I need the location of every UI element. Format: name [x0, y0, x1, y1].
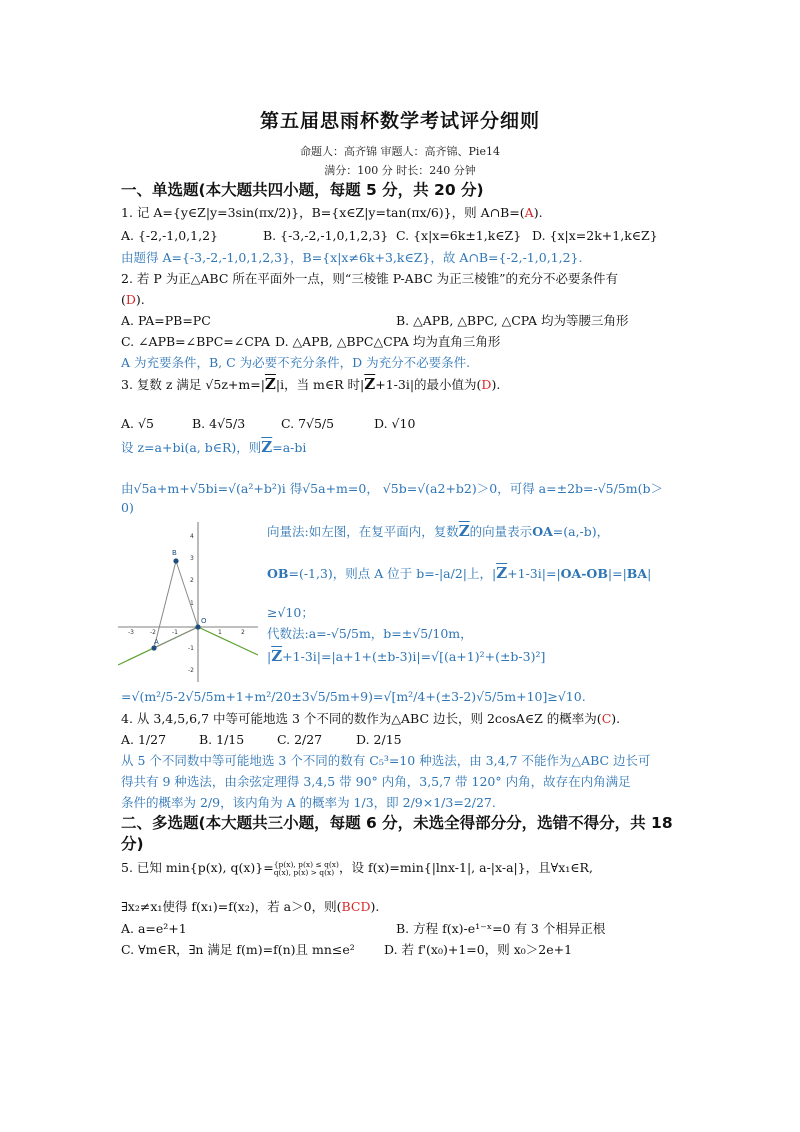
q3-vec-2e: |=|	[607, 566, 627, 581]
q3-vec-1b: 的向量表示	[469, 524, 533, 539]
q2-solution: A 为充要条件，B, C 为必要不充分条件，D 为充分不必要条件.	[121, 355, 471, 370]
vector-oa: OA	[532, 524, 553, 539]
q2-option-d: D. △APB, △BPC△CPA 均为直角三角形	[275, 334, 501, 349]
piecewise-case-1: {p(x), p(x) ≤ q(x)	[273, 859, 339, 869]
q3-alg-2a: |	[267, 649, 272, 664]
q3-sol-1a: 设 z=a+bi(a, b∈R)，则	[121, 440, 262, 455]
score-line: 满分：100 分 时长：240 分钟	[324, 164, 476, 177]
q3-option-b: B. 4√5/3	[192, 416, 246, 431]
q3-solution-line-1	[121, 439, 306, 456]
q5-answer: BCD	[341, 899, 371, 914]
page-title: 第五届思雨杯数学考试评分细则	[259, 110, 540, 132]
q4-option-c: C. 2/27	[277, 732, 323, 747]
q4-stem	[121, 711, 620, 727]
x-tick-label: 1	[218, 629, 222, 636]
y-tick-labels	[188, 533, 194, 674]
line-b-eq-neg-half-a-right	[198, 627, 258, 655]
q3-vec-2c: +1-3i|=|	[507, 566, 561, 581]
z-conjugate: $\overline{Z}$	[261, 438, 273, 456]
x-tick-label: -3	[128, 629, 134, 636]
vector-ba: BA	[626, 566, 648, 581]
q3-option-c: C. 7√5/5	[281, 416, 335, 431]
x-tick-label: -2	[150, 629, 156, 636]
q3-stem-end: ).	[491, 377, 501, 392]
segment-ob	[176, 561, 198, 627]
q3-algebra-line-2	[267, 648, 545, 665]
y-tick-label: 1	[190, 600, 194, 607]
q3-vector-line-3: ≥√10；	[267, 605, 314, 620]
vector-ob: OB	[267, 566, 289, 581]
q3-stem-part-3: +1-3i|的最小值为(	[375, 377, 482, 392]
section-2-heading-line-2: 分)	[121, 835, 144, 853]
q5-stem-1b: ，设 f(x)=min{|lnx-1|, a-|x-a|}，且∀x₁∈R,	[338, 860, 593, 875]
q3-stem-part-2: |i，当 m∈R 时|	[275, 377, 365, 392]
q2-answer: D	[125, 292, 136, 307]
piecewise-case-2: q(x), p(x) > q(x)	[273, 867, 335, 877]
q5-option-d: D. 若 f'(x₀)+1=0，则 x₀＞2e+1	[384, 942, 573, 957]
q5-option-c: C. ∀m∈R，∃n 满足 f(m)=f(n)且 mn≤e²	[121, 942, 355, 957]
q5-option-a: A. a=e²+1	[121, 921, 187, 936]
q1-option-d: D. {x|x=2k+1,k∈Z}	[532, 228, 658, 243]
q5-stem-line-1	[121, 860, 593, 877]
y-tick-label: -2	[188, 667, 194, 674]
point-b-label: B	[172, 549, 177, 557]
q5-stem-2b: ).	[370, 899, 380, 914]
q3-solution-line-2: 由√5a+m+√5bi=√(a²+b²)i 得√5a+m=0， √5b=√(a2+b2)＞0，可得 a=±2b=-√5/5m(b＞	[121, 481, 664, 496]
point-o	[195, 624, 200, 629]
q1-solution: 由题得 A={-3,-2,-1,0,1,2,3}，B={x|x≠6k+3,k∈Z}，故 A∩B={-2,-1,0,1,2}.	[121, 250, 583, 265]
z-conjugate: $\overline{Z}$	[364, 375, 376, 393]
q3-option-d: D. √10	[374, 416, 416, 431]
q5-stem-2a: ∃x₂≠x₁使得 f(x₁)=f(x₂)，若 a＞0，则(	[121, 899, 342, 914]
q3-stem-part-1: 3. 复数 z 满足 √5z+m=|	[121, 377, 265, 392]
q1-option-c: C. {x|x=6k±1,k∈Z}	[396, 228, 522, 243]
q1-stem	[121, 205, 543, 221]
q3-solution-line-3: 0)	[121, 500, 134, 515]
q1-stem-end: ).	[533, 205, 543, 220]
q3-vec-2g: |	[647, 566, 652, 581]
q1-stem-text: 1. 记 A={y∈Z|y=3sin(πx/2)}，B={x∈Z|y=tan(πx/6)}，则 A∩B=(	[121, 205, 525, 220]
q4-solution-line-1: 从 5 个不同数中等可能地选 3 个不同的数有 C₅³=10 种选法，由 3,4,7 不能作为△ABC 边长可	[121, 753, 651, 768]
section-1-heading: 一、单选题(本大题共四小题，每题 5 分，共 20 分)	[121, 181, 484, 199]
q1-option-a: A. {-2,-1,0,1,2}	[121, 228, 218, 243]
q2-option-a: A. PA=PB=PC	[121, 313, 211, 328]
q4-stem-end: ).	[611, 711, 621, 726]
q2-answer-close: ).	[135, 292, 145, 307]
y-tick-label: 4	[190, 533, 194, 540]
q2-stem: 2. 若 P 为正△ABC 所在平面外一点，则“三棱锥 P-ABC 为正三棱锥”的充分不必要条件有	[121, 271, 619, 286]
y-tick-label: -1	[188, 645, 194, 652]
q3-algebra-line-1: 代数法:a=-√5/5m，b=±√5/10m，	[267, 626, 473, 641]
q4-stem-text: 4. 从 3,4,5,6,7 中等可能地选 3 个不同的数作为△ABC 边长，则 2cosA∈Z 的概率为(	[121, 711, 602, 726]
q2-option-b: B. △APB, △BPC, △CPA 均为等腰三角形	[396, 313, 629, 328]
q2-answer-line	[121, 292, 145, 308]
q4-solution-line-3: 条件的概率为 2/9，该内角为 A 的概率为 1/3，即 2/9×1/3=2/27.	[121, 795, 496, 810]
z-conjugate: $\overline{Z}$	[496, 564, 508, 582]
x-tick-label: 2	[241, 629, 245, 636]
min-piecewise-definition	[274, 861, 339, 877]
vector-oa-minus-ob: OA-OB	[560, 566, 608, 581]
q2-answer-open: (	[121, 292, 126, 307]
y-tick-label: 3	[190, 555, 194, 562]
z-conjugate: $\overline{Z}$	[264, 375, 276, 393]
q4-option-d: D. 2/15	[356, 732, 402, 747]
q3-vec-1d: =(a,-b)，	[552, 524, 610, 539]
x-tick-label: -1	[172, 629, 178, 636]
q2-option-c: C. ∠APB=∠BPC=∠CPA	[121, 334, 271, 349]
z-conjugate: $\overline{Z}$	[271, 647, 283, 665]
q4-option-b: B. 1/15	[199, 732, 245, 747]
q3-option-a: A. √5	[121, 416, 154, 431]
complex-plane-graph	[118, 522, 258, 682]
q3-stem	[121, 376, 500, 393]
authors-line: 命题人：高齐锦 审题人：高齐锦、Pie14	[300, 145, 500, 158]
q3-vec-1a: 向量法:如左图，在复平面内，复数	[267, 524, 459, 539]
q5-stem-line-2	[121, 899, 379, 915]
q4-answer: C	[601, 711, 612, 726]
z-conjugate: $\overline{Z}$	[458, 522, 470, 540]
q3-vector-line-1	[267, 523, 609, 540]
point-a	[151, 645, 156, 650]
q3-vector-line-2	[267, 565, 651, 582]
y-tick-label: 2	[190, 577, 194, 584]
q4-solution-line-2: 得共有 9 种选法，由余弦定理得 3,4,5 带 90° 内角，3,5,7 带 120° 内角，故存在内角满足	[121, 774, 631, 789]
q3-answer: D	[481, 377, 492, 392]
q5-stem-1a: 5. 已知 min{p(x), q(x)}=	[121, 860, 274, 875]
q3-algebra-line-3: =√(m²/5-2√5/5m+1+m²/20±3√5/5m+9)=√[m²/4+(±3-2)√5/5m+10]≥√10.	[121, 689, 586, 704]
point-a-label: A	[154, 638, 159, 646]
q3-alg-2b: +1-3i|=|a+1+(±b-3)i|=√[(a+1)²+(±b-3)²]	[282, 649, 546, 664]
point-b	[173, 558, 178, 563]
q5-option-b: B. 方程 f(x)-e¹⁻ˣ=0 有 3 个相异正根	[396, 921, 606, 936]
q4-option-a: A. 1/27	[121, 732, 167, 747]
q3-vec-2b: =(-1,3)，则点 A 位于 b=-|a/2|上，|	[288, 566, 497, 581]
point-o-label: O	[201, 617, 207, 625]
q3-sol-1b: =a-bi	[272, 440, 307, 455]
q1-option-b: B. {-3,-2,-1,0,1,2,3}	[263, 228, 389, 243]
section-2-heading-line-1: 二、多选题(本大题共三小题，每题 6 分，未选全得部分分，选错不得分，共 18	[121, 814, 673, 832]
q1-answer: A	[524, 205, 534, 220]
